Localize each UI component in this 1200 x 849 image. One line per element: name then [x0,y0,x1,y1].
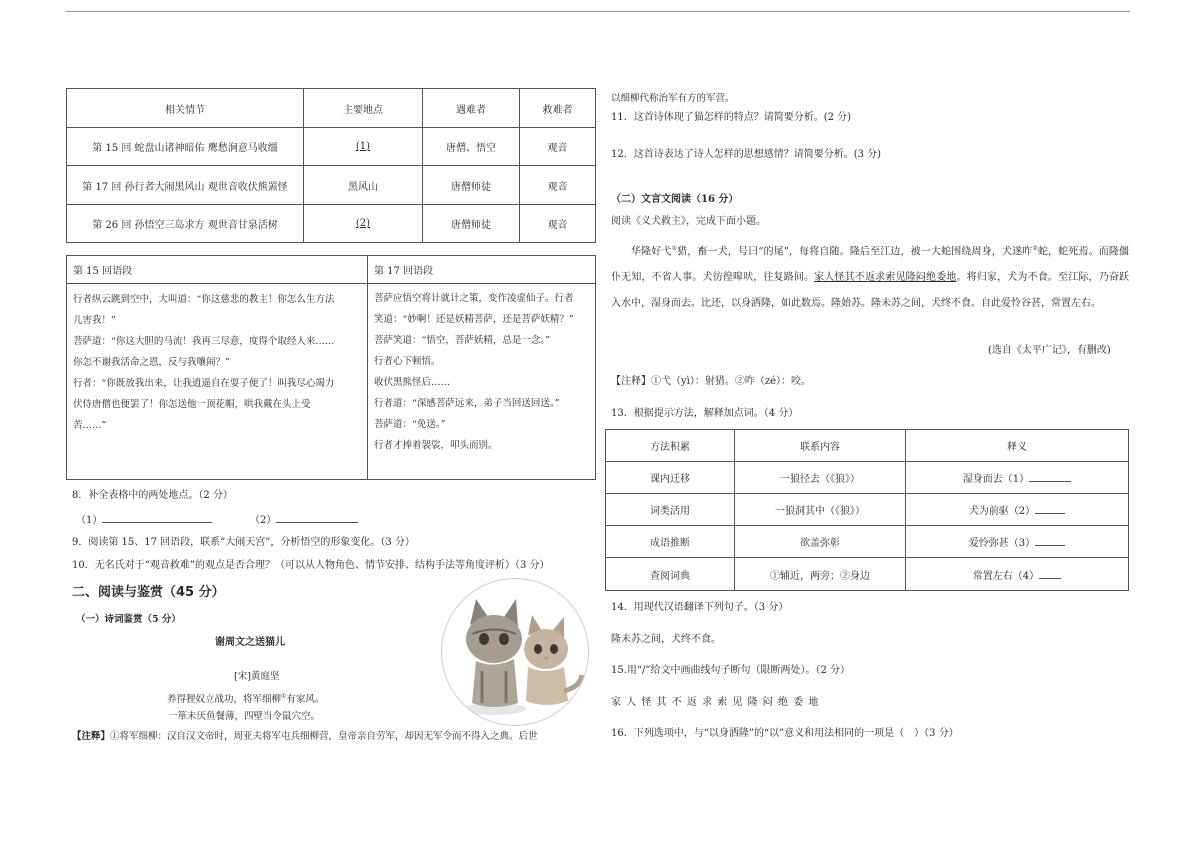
table-header: 相关情节 [67,89,304,128]
table-cell: 课内迁移 [606,462,735,494]
answer-blank[interactable] [1035,535,1065,546]
table-cell: 观音 [520,205,596,243]
dialog-line: 伏侍唐僧也便罢了！你怎送他一顶花帽，哄我戴在头上受 [73,399,311,410]
table-header: 释义 [906,430,1129,462]
dialog-line: 你怎不谢我活命之恩，反与我嚷闹？” [73,357,230,368]
footnote-marker: ② [1032,245,1038,252]
question-13: 13．根据提示方法，解释加点词。（4 分） [611,408,799,419]
table-cell: 唐僧、悟空 [423,128,520,166]
table-header: 主要地点 [304,89,423,128]
answer-blank[interactable] [276,512,358,523]
table-cell: 观音 [520,166,596,205]
reading-prompt: 阅读《义犬救主》，完成下面小题。 [611,216,766,227]
question-8: 8．补全表格中的两处地点。（2 分） [72,490,233,501]
dialog-line: 行者心下顿悟。 [374,356,441,367]
table-cell-blank: (1) [304,128,423,166]
poem-line [167,690,324,707]
answer-line-1 [76,512,212,528]
poem-author: [宋]黄庭坚 [234,671,280,682]
cell-text: 常置左右（4） [972,570,1040,582]
dialog-cell-17 [368,284,596,480]
note-label: 【注释】 [72,731,111,742]
poem-title: 谢周文之送猫儿 [215,637,285,648]
table-cell-blank: (2) [304,205,423,243]
classical-passage [611,236,1129,317]
passage-text: 猎，畜一犬，号曰“的尾”，每将自随。隆后至江边，被一大蛇围绕周身，犬遂咋 [677,246,1033,258]
table-header: 联系内容 [735,430,906,462]
dialog-line: 笑道：“妙啊！还是妖精菩萨，还是菩萨妖精？” [374,314,574,325]
cell-text: 湿身而去（1） [962,474,1030,485]
answer-blank[interactable] [1035,503,1065,514]
answer-blank[interactable] [1039,568,1061,579]
table-header: 第 17 回语段 [368,256,596,284]
dialog-line: 苦……” [73,420,107,431]
plot-table [66,88,596,243]
dialog-table [66,255,596,480]
table-cell: 查阅词典 [606,558,735,591]
note-continuation: 以细柳代称治军有方的军营。 [611,93,735,104]
cell-text: 爱怜弥甚（3） [968,538,1036,549]
dialog-line: 行者才捧着袈裟，叩头而别。 [374,440,498,451]
table-cell: 第 15 回 蛇盘山诸神暗佑 鹰愁涧意马收缰 [67,128,304,166]
question-9: 9．阅读第 15、17 回语段，联系“大闹天宫”，分析悟空的形象变化。（3 分） [72,537,415,548]
dialog-line: 菩萨道：“你这大胆的马流！我再三尽意，度得个取经人来…… [73,336,335,347]
passage-text: 华隆好弋 [631,246,672,258]
dialog-15 [73,289,355,436]
word-meaning-table [605,429,1129,591]
question-15: 15.用“/”给文中画曲线句子断句（限断两处）。（2 分） [611,665,851,676]
table-cell: 欲盖弥彰 [735,526,906,558]
poem-text: 养得狸奴立战功，将军细柳 [167,694,282,706]
question-16: 16．下列选项中，与“以身洒隆”的“以”意义和用法相同的一项是（ ）（3 分） [611,728,959,739]
table-cell: 观音 [520,128,596,166]
table-cell: 唐僧师徒 [423,205,520,243]
poem-text: 有家风。 [286,694,325,706]
underlined-sentence: 家人怪其不返求索见隆闷绝委地 [814,272,957,284]
passage-text: 蛇，蛇死焉。而隆僵仆无知，不省人事。犬彷徨嗥吠，往复路间。 [611,246,1130,284]
cell-text: 犬为前驱（2） [968,506,1036,517]
table-cell: 黑风山 [304,166,423,205]
footnote-marker: ① [281,693,287,700]
table-cell [906,526,1129,558]
table-cell [906,462,1129,494]
note-text: ①将军细柳：汉自汉文帝时，周亚夫将军屯兵细柳营，皇帝亲自劳军，却因无军令而不得入之典。后世 [110,731,538,742]
dialog-line: 行者：“你既放我出来，让我逍遥自在耍子便了！叫我尽心竭力 [73,378,335,389]
dialog-17 [374,288,596,456]
section-heading: 二、阅读与鉴赏（45 分） [72,585,225,600]
answer-label: （1） [76,515,103,526]
question-12: 12．这首诗表达了诗人怎样的思想感情？请简要分析。(3 分) [611,149,882,160]
punctuate-sentence: 家 人 怪 其 不 返 求 索 见 隆 闷 绝 委 地 [611,697,820,708]
table-header: 方法积累 [606,430,735,462]
table-cell: 第 17 回 孙行者大闹黑风山 观世音收伏熊罴怪 [67,166,304,205]
translate-sentence: 隆未苏之间，犬终不食。 [611,634,721,645]
table-cell [906,494,1129,526]
passage-notes: 【注释】①弋（yì）：射猎。②咋（zé）：咬。 [611,376,812,387]
table-cell: 一狼径去（《狼》） [735,462,906,494]
answer-blank[interactable] [102,512,212,523]
question-10: 10．无名氏对于“观音救难”的观点是否合理？（可以从人物角色、情节安排、结构手法等角度评析）（3 分） [72,560,550,571]
table-cell [906,558,1129,591]
subsection-heading: （一）诗词鉴赏（5 分） [76,614,181,625]
poem-note [72,730,538,744]
table-header: 第 15 回语段 [67,256,368,284]
top-rule [66,11,1130,12]
dialog-line: 收伏黑熊怪后…… [374,377,451,388]
table-header: 遇难者 [423,89,520,128]
table-header: 救难者 [520,89,596,128]
table-cell: ①辅近，两旁；②身边 [735,558,906,591]
table-cell: 唐僧师徒 [423,166,520,205]
question-14: 14．用现代汉语翻译下列句子。（3 分） [611,602,789,613]
table-cell: 一狼洞其中（《狼》） [735,494,906,526]
dialog-line: 行者纵云跳到空中，大叫道：“你这慈悲的教主！你怎么生方法 [73,294,335,305]
question-11: 11．这首诗体现了猫怎样的特点？请简要分析。(2 分) [611,112,852,123]
answer-label: （2） [250,515,277,526]
dialog-line: 菩萨笑道：“悟空，菩萨妖精，总是一念。” [374,335,550,346]
dialog-cell-15 [67,284,368,480]
table-cell: 词类活用 [606,494,735,526]
table-cell: 成语推断 [606,526,735,558]
passage-text: 。将归家，犬为不食。至江际，乃奋跃入水中，湿身而去。比还，以身洒隆，如此数焉。隆始苏。隆未苏之间，犬终不食。自此爱怜谷甚，常置左右。 [611,272,1130,310]
poem-line: 一箪未厌鱼餐薄，四壁当令鼠穴空。 [168,711,321,722]
dialog-line: 儿害我！” [73,315,116,326]
dialog-line: 菩萨应悟空将计就计之策，变作凌虚仙子。行者 [374,293,574,304]
passage-source: (选自《太平广记》，有删改) [988,345,1111,356]
table-cell: 第 26 回 孙悟空三岛求方 观世音甘泉活树 [67,205,304,243]
dialog-line: 行者道：“深感菩萨远来，弟子当回送回送。” [374,398,560,409]
kittens-photo [441,578,589,726]
subsection-heading: （二）文言文阅读（16 分） [611,194,739,205]
answer-blank[interactable] [1029,471,1071,482]
dialog-line: 菩萨道：“免送。” [374,419,446,430]
answer-line-2 [250,512,358,528]
footnote-marker: ① [671,245,678,252]
